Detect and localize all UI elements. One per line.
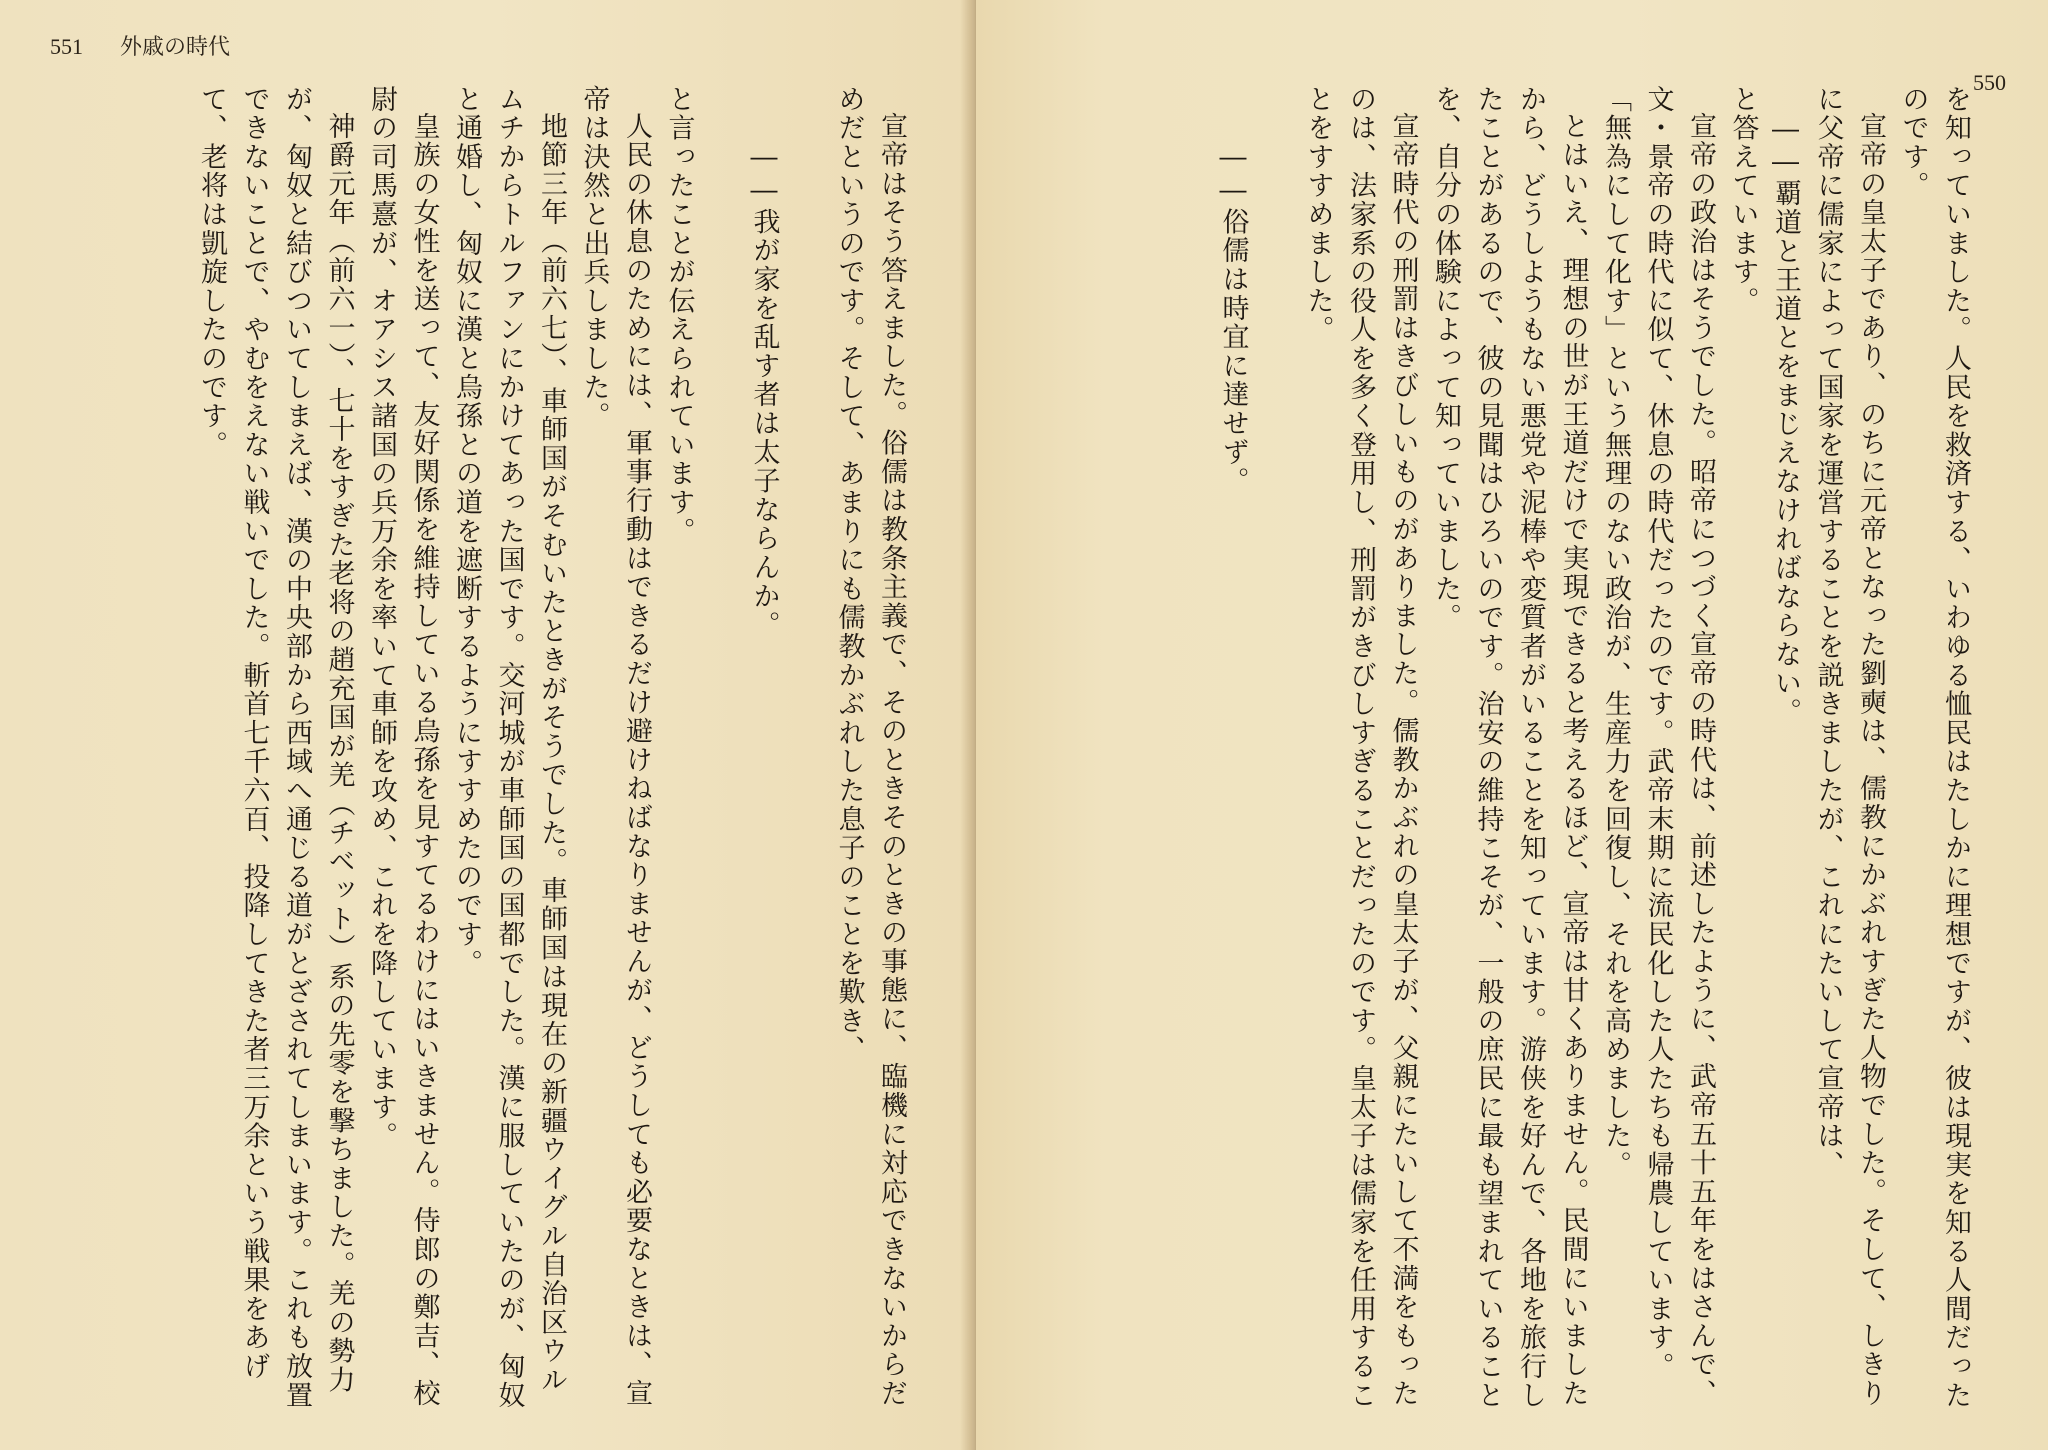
paragraph: 地節三年（前六七）、車師国がそむいたときがそうでした。車師国は現在の新疆ウイグル自治区ウルムチからトルファンにかけてあった国です。交河城が車師国の国都でした。漢に服していたのが、匈奴と通婚し、匈奴に漢と烏孫との道を遮断するようにすすめたのです。 [451,85,567,1410]
paragraph: を知っていました。人民を救済する、いわゆる恤民はたしかに理想ですが、彼は現実を知る人間だったのです。 [1897,85,1971,1410]
paragraph: と言ったことが伝えられています。 [663,85,695,546]
paragraph: 皇族の女性を送って、友好関係を維持している烏孫を見すてるわけにはいきません。侍郎の鄭吉、校尉の司馬憙が、オアシス諸国の兵万余を率いて車師を攻め、これを降しています。 [366,85,440,1408]
paragraph: 宣帝の皇太子であり、のちに元帝となった劉奭は、儒教にかぶれすぎた人物でした。そして、しきりに父帝に儒家によって国家を運営することを説きましたが、これにたいして宣帝は、 [1812,85,1886,1408]
page-number-left: 551 [50,34,83,59]
paragraph: とはいえ、理想の世が王道だけで実現できると考えるほど、宣帝は甘くありません。民間にいましたから、どうしようもない悪党や泥棒や変質者がいることを知っています。游侠を好んで、各地を旅行したことがあるので、彼の見聞はひろいのです。治安の維持こそが、一般の庶民に最も望まれていることを、自分の体験によって知っていました。 [1430,85,1589,1410]
page-number-right: 550 [1973,70,2006,95]
right-page-body [1006,85,1976,1415]
right-page [976,0,2048,1450]
blank-line [1254,85,1297,112]
paragraph: 宣帝はそう答えました。俗儒は教条主義で、そのときそのときの事態に、臨機に対応できないからだめだというのです。そして、あまりにも儒教かぶれした息子のことを歎き、 [833,85,907,1408]
paragraph: 神爵元年（前六一）、七十をすぎた老将の趙充国が羌（チベット）系の先零を撃ちました。羌の勢力が、匈奴と結びついてしまえば、漢の中央部から西域へ通じる道がとざされてしまいます。これも放置できないことで、やむをえない戦いでした。斬首七千六百、投降してきた者三万余という戦果をあげて、老将は凱旋したのです。 [196,85,355,1410]
quotation: ――俗儒は時宜に達せず。 [1217,141,1249,496]
paragraph: と答えています。 [1727,85,1759,316]
running-header [50,30,230,61]
left-page [0,0,972,1450]
left-page-body [38,85,912,1415]
paragraph: 宣帝時代の刑罰はきびしいものがありました。儒教かぶれの皇太子が、父親にたいして不満をもったのは、法家系の役人を多く登用し、刑罰がきびしすぎることだったのです。皇太子は儒家を任用することをすすめました。 [1302,85,1419,1410]
quotation: ――我が家を乱す者は太子ならんか。 [748,141,780,640]
paragraph: 宣帝の政治はそうでした。昭帝につづく宣帝の時代は、前述したように、武帝五十五年をはさんで、文・景帝の時代に似て、休息の時代だったのです。武帝末期に流民化した人たちも帰農しています。「無為にして化す」という無理のない政治が、生産力を回復し、それを高めました。 [1600,85,1716,1408]
paragraph: 人民の休息のためには、軍事行動はできるだけ避けねばなりませんが、どうしても必要なときは、宣帝は決然と出兵しました。 [578,85,652,1408]
blank-line [785,85,828,112]
blank-line [700,85,743,112]
quotation: ――覇道と王道とをまじえなければならない。 [1770,85,1801,727]
running-head-title: 外戚の時代 [120,35,231,60]
